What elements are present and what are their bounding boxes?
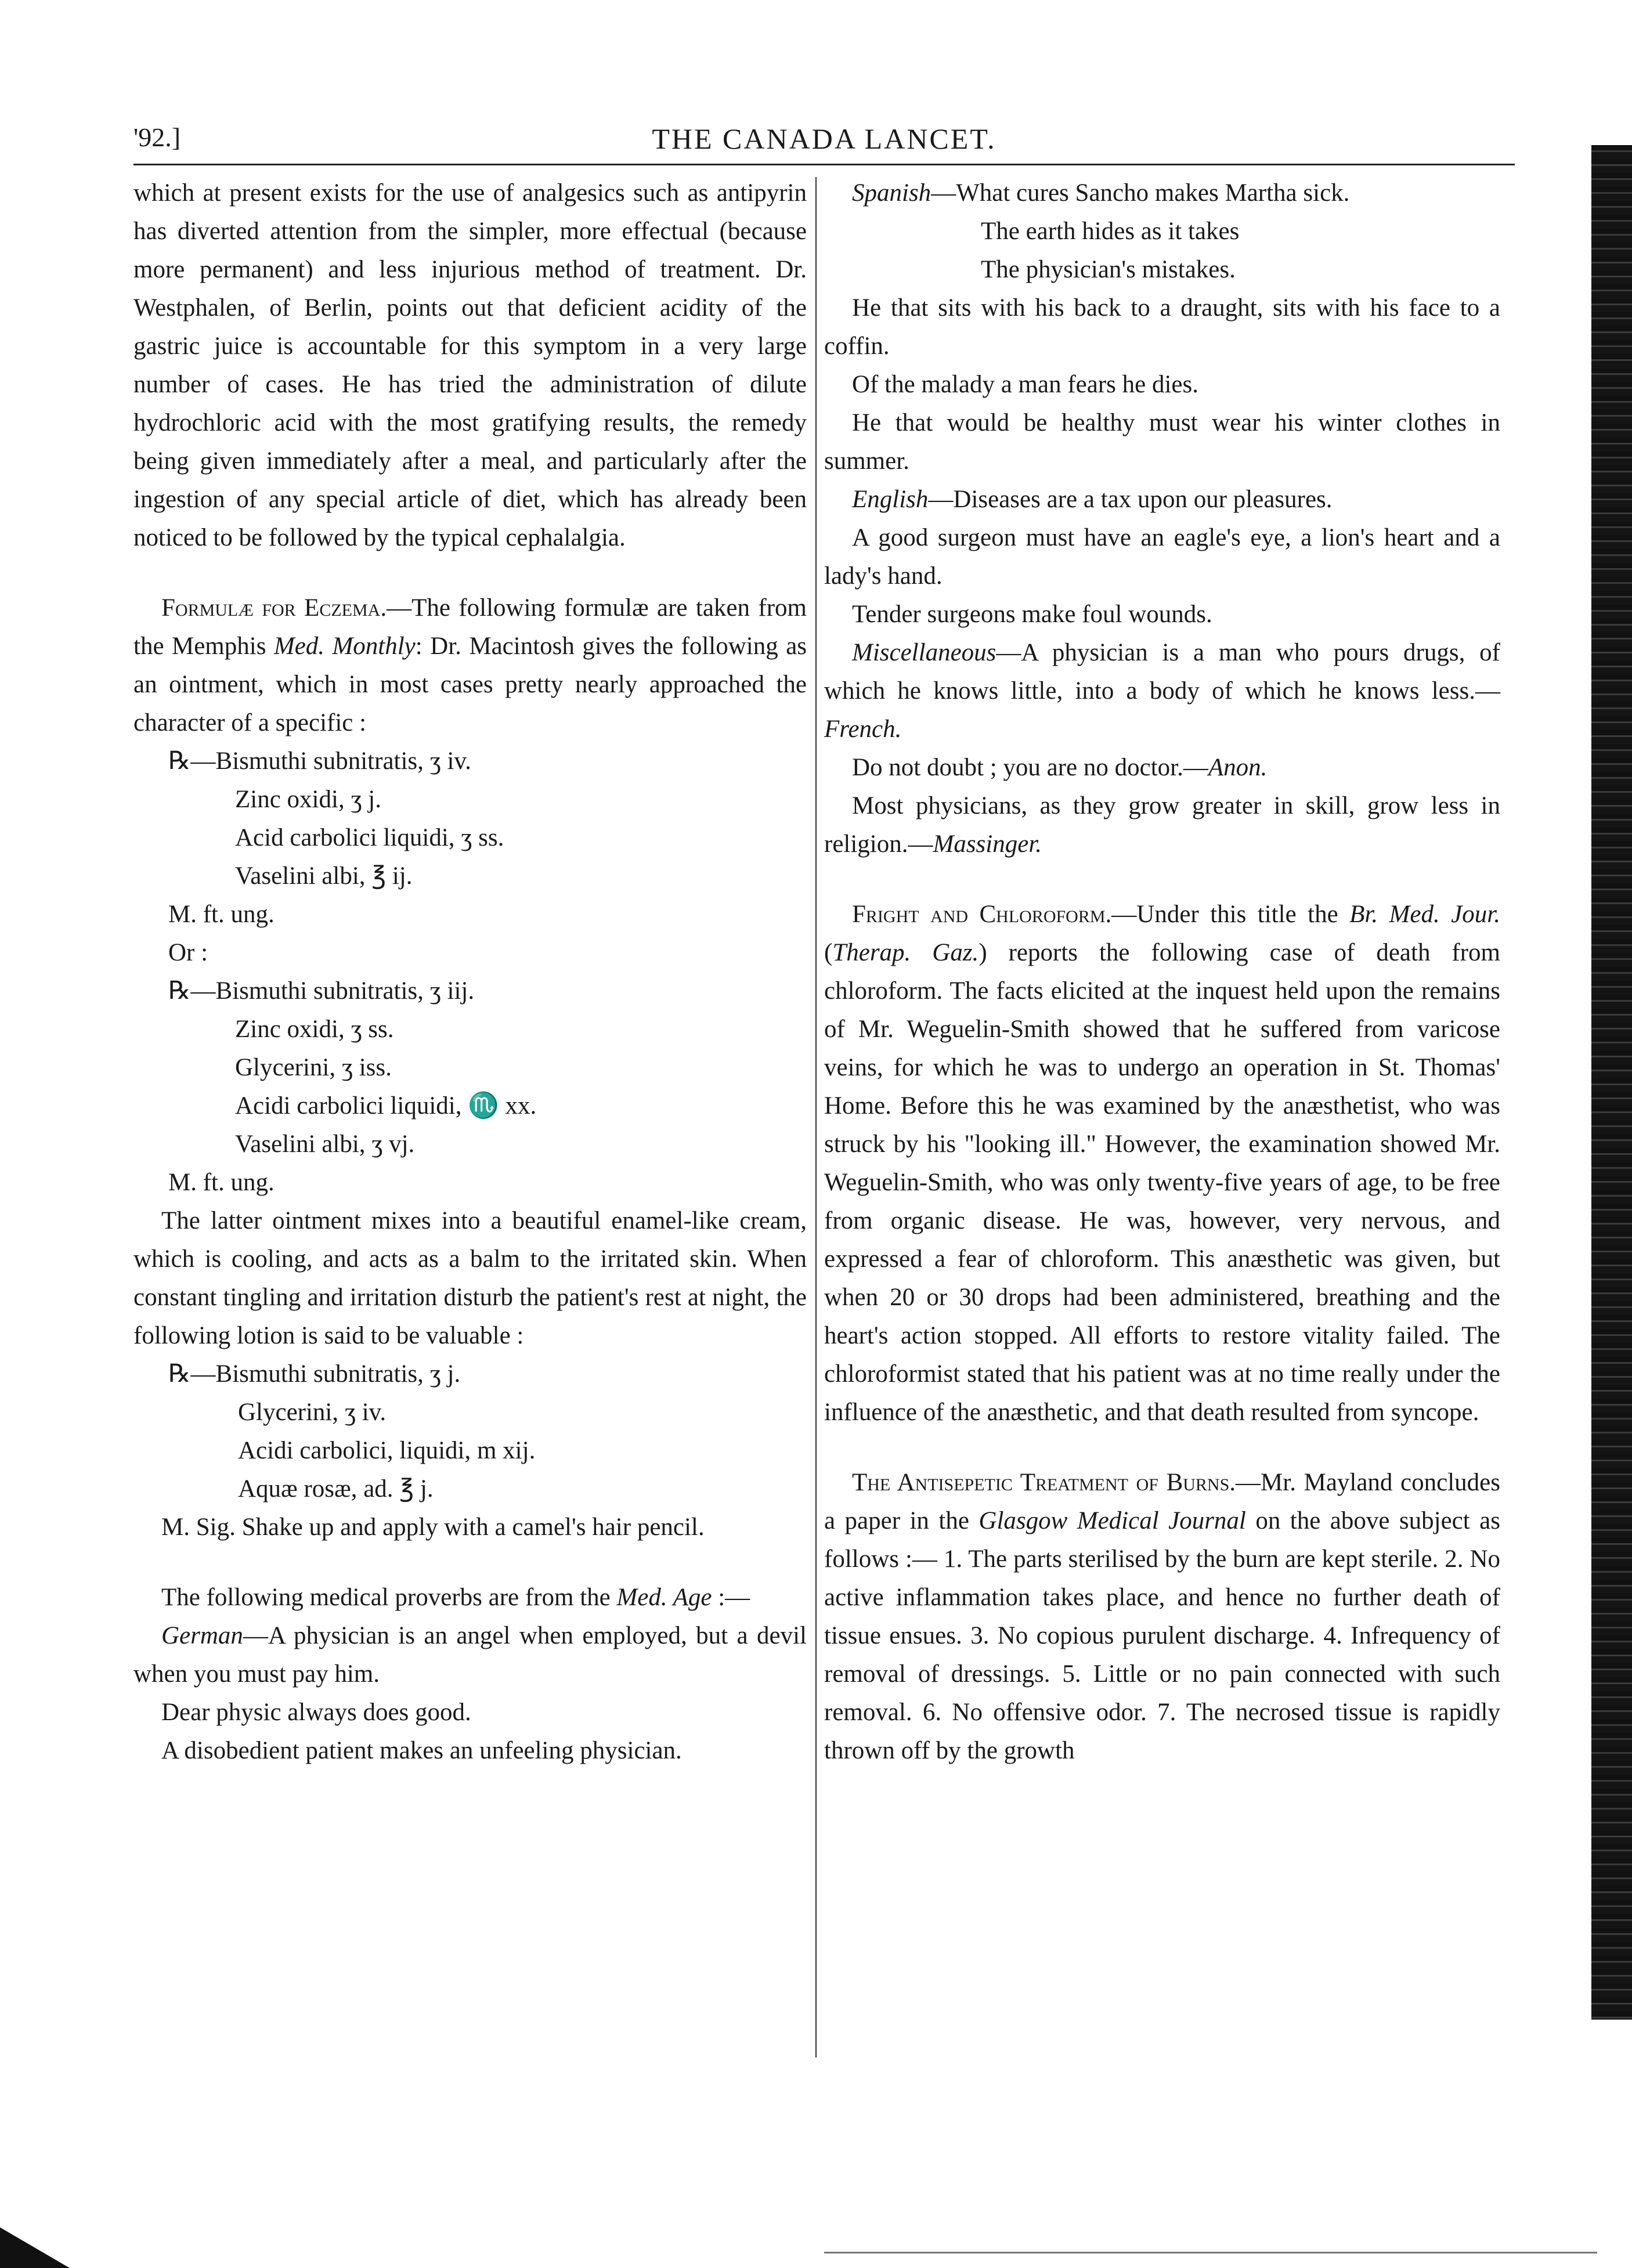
german-label: German — [161, 1622, 243, 1649]
intro-paragraph: which at present exists for the use of analgesics such as antipyrin has diverted attention from the simpler, more effectual (because more permanent) and less injurious method of treatment. Dr. Westphalen, of Berlin, points out that deficient acidity of the gastric juice is accountable for this symptom in a very large number of cases. He has tried the administration of dilute hydrochloric acid with the most gratifying results, the remedy being given immediately after a meal, and particularly after the ingestion of any special article of diet, which has already been noticed to be followed by the typical cephalalgia. — [133, 179, 807, 551]
right-column — [824, 174, 1500, 1770]
skill-proverb: Most physicians, as they grow greater in skill, grow less in religion.—Massinger. — [824, 792, 1500, 858]
sig-paragraph: M. Sig. Shake up and apply with a camel's hair pencil. — [161, 1514, 705, 1541]
spanish-label: Spanish — [852, 179, 931, 207]
rx1-line: ℞—Bismuthi subnitratis, ʒ iv. — [168, 747, 471, 775]
misc-label: Miscellaneous — [852, 639, 996, 666]
proverbs-intro: The following medical proverbs are from the Med. Age :— — [161, 1584, 750, 1611]
proverbs-source: Med. Age — [616, 1584, 712, 1611]
rx2-line: Zinc oxidi, ʒ ss. — [235, 1016, 394, 1043]
burns-journal: Glasgow Medical Journal — [979, 1507, 1246, 1534]
burns-paragraph: The Antisepetic Treatment of Burns.—Mr. Mayland concludes a paper in the Glasgow Medical Journal on the above subject as follows :— 1. The parts sterilised by the burn are kept sterile. 2. No active inflammation takes place, and hence no further death of tissue ensues. 3. No copious purulent discharge. 4. Infrequency of removal of dressings. 5. Little or no pain connected with such removal. 6. No offensive odor. 7. The necrosed tissue is rapidly thrown off by the growth — [824, 1469, 1500, 1764]
left-column — [133, 174, 807, 1770]
misc-attribution: French. — [824, 716, 902, 743]
doubt-attribution: Anon. — [1208, 754, 1268, 781]
rx3-line: Aquæ rosæ, ad. ℥ j. — [238, 1475, 434, 1503]
surgeon-proverb: A good surgeon must have an eagle's eye, a lion's heart and a lady's hand. — [824, 524, 1500, 590]
page-corner-mark — [0, 2227, 70, 2268]
column-divider — [815, 177, 817, 2057]
page-header — [133, 116, 1515, 168]
rx2-line: Vaselini albi, ʒ vj. — [235, 1131, 415, 1158]
header-rule — [133, 164, 1515, 165]
draught-proverb: He that sits with his back to a draught, sits with his face to a coffin. — [824, 294, 1500, 360]
spanish-proverb: Spanish—What cures Sancho makes Martha sick. — [852, 179, 1350, 207]
bottom-rule — [824, 2252, 1597, 2253]
rx2-line: Glycerini, ʒ iss. — [235, 1054, 392, 1081]
or-label: Or : — [168, 939, 208, 966]
rx3-line: Glycerini, ʒ iv. — [238, 1399, 387, 1426]
german-proverb: German—A physician is an angel when employed, but a devil when you must pay him. — [133, 1622, 807, 1688]
verse-line: The physician's mistakes. — [981, 256, 1236, 283]
fright-journal: Br. Med. Jour. — [1349, 901, 1500, 928]
burns-heading: The Antisepetic Treatment of Burns. — [852, 1469, 1236, 1496]
english-label: English — [852, 486, 929, 513]
fright-journal-2: Therap. Gaz. — [832, 939, 979, 966]
latter-paragraph: The latter ointment mixes into a beautiful enamel-like cream, which is cooling, and acts as a balm to the irritated skin. When constant tingling and irritation disturb the patient's rest at night, the following lotion is said to be valuable : — [133, 1207, 807, 1349]
rx1-line: Zinc oxidi, ʒ j. — [235, 786, 381, 813]
skill-attribution: Massinger. — [933, 830, 1042, 858]
malady-proverb: Of the malady a man fears he dies. — [852, 371, 1198, 398]
dear-physic-proverb: Dear physic always does good. — [161, 1699, 471, 1726]
rx1-line: M. ft. ung. — [168, 901, 275, 928]
rx1-line: Vaselini albi, ℥ ij. — [235, 862, 413, 890]
rx2-line: Acidi carbolici liquidi, ♏ xx. — [235, 1092, 537, 1119]
tender-proverb: Tender surgeons make foul wounds. — [852, 601, 1212, 628]
page-ref: '92.] — [133, 122, 181, 152]
journal-title: THE CANADA LANCET. — [652, 122, 996, 155]
rx2-line: ℞—Bismuthi subnitratis, ʒ iij. — [168, 977, 475, 1005]
misc-proverb: Miscellaneous—A physician is a man who pours drugs, of which he knows little, into a body of which he knows less.—French. — [824, 639, 1500, 743]
rx3-line: ℞—Bismuthi subnitratis, ʒ j. — [168, 1360, 461, 1388]
disobedient-proverb: A disobedient patient makes an unfeeling physician. — [161, 1737, 682, 1764]
eczema-paragraph: Formulæ for Eczema.—The following formulæ are taken from the Memphis Med. Monthly: Dr. Macintosh gives the following as an ointment, which in most cases pretty nearly approached the character of a specific : — [133, 594, 807, 736]
eczema-heading: Formulæ for Eczema. — [161, 594, 387, 622]
verse-line: The earth hides as it takes — [981, 218, 1240, 245]
scan-edge-strip — [1591, 145, 1632, 2020]
rx2-line: M. ft. ung. — [168, 1169, 275, 1196]
fright-heading: Fright and Chloroform. — [852, 901, 1112, 928]
rx3-line: Acidi carbolici, liquidi, m xij. — [238, 1437, 536, 1464]
rx1-line: Acid carbolici liquidi, ʒ ss. — [235, 824, 504, 851]
eczema-journal: Med. Monthly — [273, 633, 416, 660]
doubt-proverb: Do not doubt ; you are no doctor.—Anon. — [852, 754, 1268, 781]
fright-paragraph: Fright and Chloroform.—Under this title the Br. Med. Jour. (Therap. Gaz.) reports the following case of death from chloroform. The facts elicited at the inquest held upon the remains of Mr. Weguelin-Smith showed that he suffered from varicose veins, for which he was to undergo an operation in St. Thomas' Home. Before this he was examined by the anæsthetist, who was struck by his "looking ill." However, the examination showed Mr. Weguelin-Smith, who was only twenty-five years of age, to be free from organic disease. He was, however, very nervous, and expressed a fear of chloroform. This anæsthetic was given, but when 20 or 30 drops had been administered, breathing and the heart's action stopped. All efforts to restore vitality failed. The chloroformist stated that his patient was at no time really under the influence of the anæsthetic, and that death resulted from syncope. — [824, 901, 1500, 1426]
english-proverb: English—Diseases are a tax upon our pleasures. — [852, 486, 1333, 513]
healthy-proverb: He that would be healthy must wear his winter clothes in summer. — [824, 409, 1500, 475]
